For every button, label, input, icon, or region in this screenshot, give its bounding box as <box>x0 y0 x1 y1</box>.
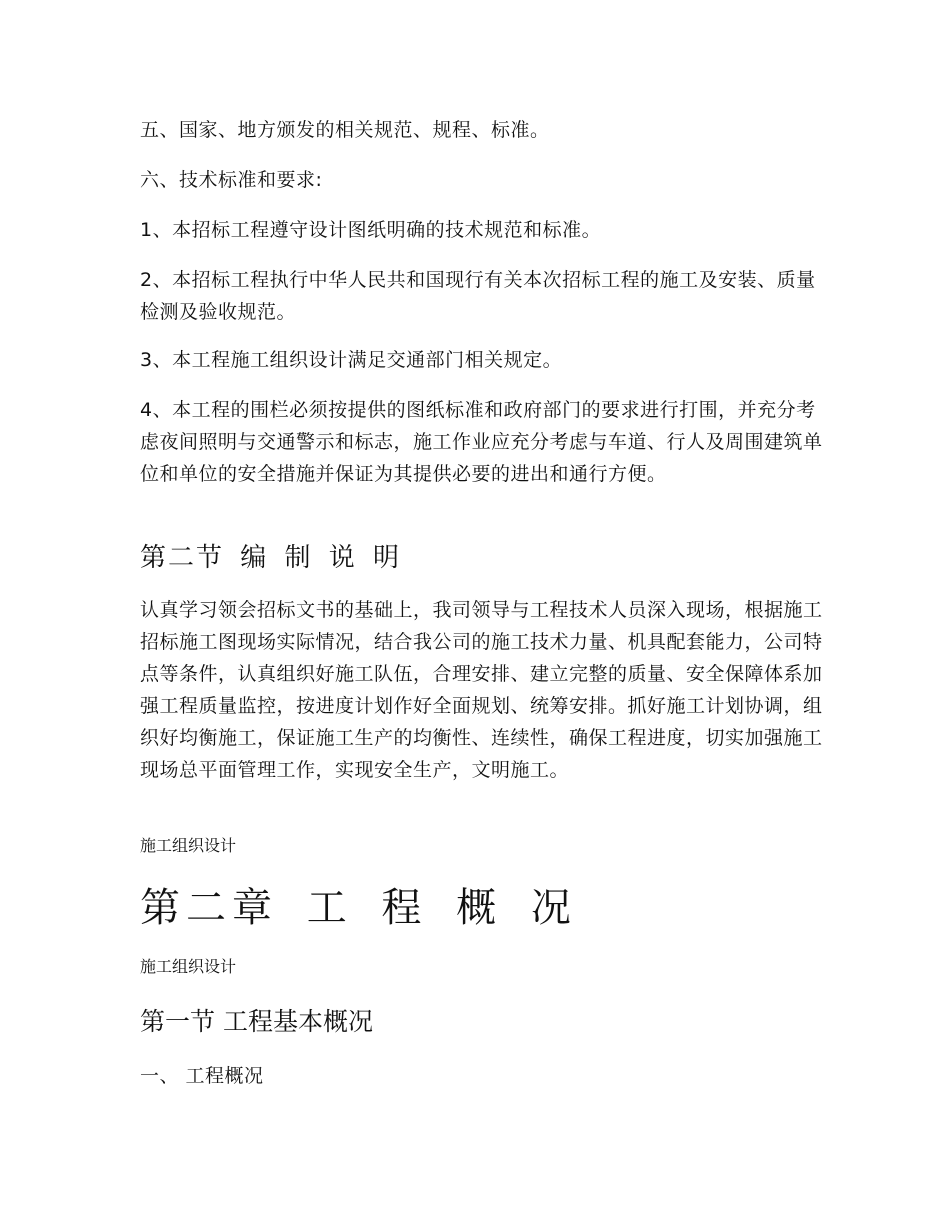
requirement-4: 4、本工程的围栏必须按提供的图纸标准和政府部门的要求进行打围，并充分考虑夜间照明与交通警示和标志，施工作业应充分考虑与车道、行人及周围建筑单位和单位的安全措施并保证为其提供必要的进出和通行方便。 <box>140 399 823 485</box>
requirement-2: 2、本招标工程执行中华人民共和国现行有关本次招标工程的施工及安装、质量检测及验收规范。 <box>140 269 816 323</box>
list-item-five: 五、国家、地方颁发的相关规范、规程、标准。 <box>140 119 550 141</box>
header-label-2: 施工组织设计 <box>140 957 237 976</box>
header-label-1: 施工组织设计 <box>140 836 237 855</box>
requirement-1: 1、本招标工程遵守设计图纸明确的技术规范和标准。 <box>140 219 602 241</box>
list-item-six: 六、技术标准和要求: <box>140 169 323 191</box>
sub-item-1: 一、 工程概况 <box>140 1065 264 1087</box>
section-2-title: 第二节 编 制 说 明 <box>140 543 402 573</box>
document-page <box>140 0 830 1230</box>
section-1-title: 第一节 工程基本概况 <box>140 1007 373 1036</box>
section-2-body: 认真学习领会招标文书的基础上，我司领导与工程技术人员深入现场，根据施工招标施工图现场实际情况，结合我公司的施工技术力量、机具配套能力，公司特点等条件，认真组织好施工队伍，合理安排、建立完整的质量、安全保障体系加强工程质量监控，按进度计划作好全面规划、统筹安排。抓好施工计划协调，组织好均衡施工，保证施工生产的均衡性、连续性，确保工程进度，切实加强施工现场总平面管理工作，实现安全生产，文明施工。 <box>140 599 823 781</box>
requirement-3: 3、本工程施工组织设计满足交通部门相关规定。 <box>140 349 563 371</box>
chapter-2-title: 第二章 工 程 概 况 <box>140 885 577 931</box>
